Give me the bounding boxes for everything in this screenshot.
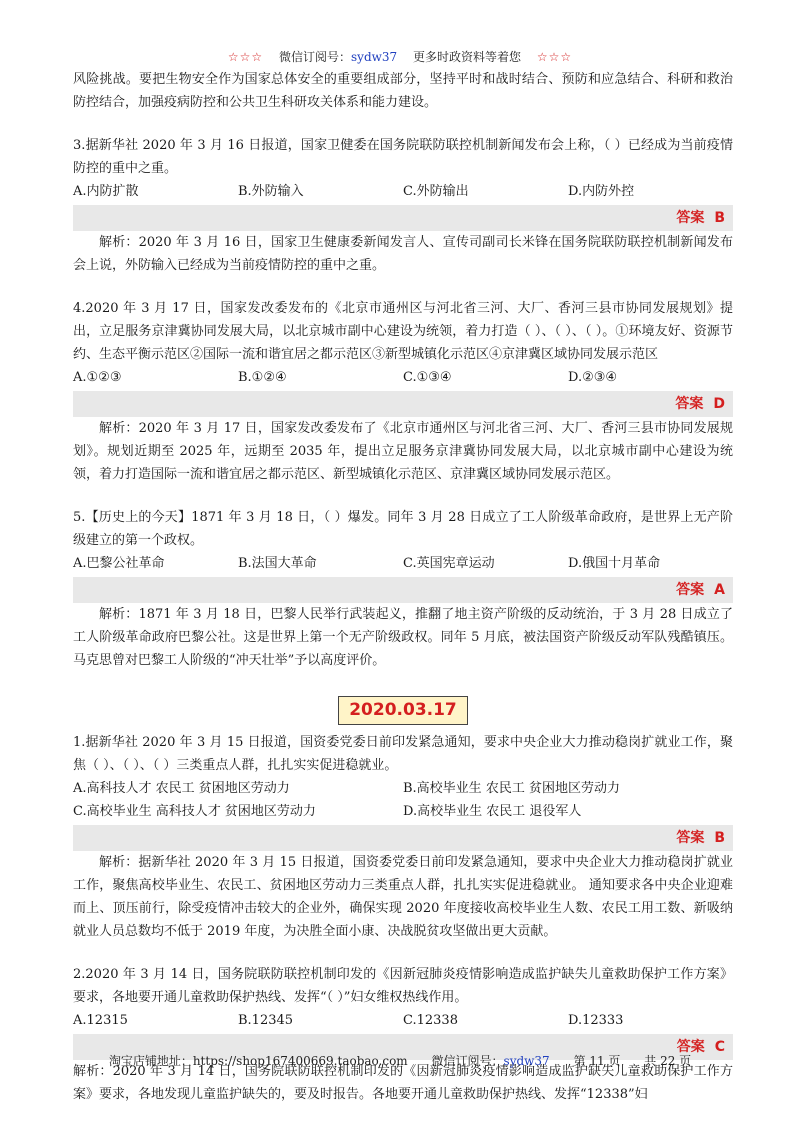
explanation: 解析：1871 年 3 月 18 日，巴黎人民举行武装起义，推翻了地主资产阶级的反动统治，于 3 月 28 日成立了工人阶级革命政府巴黎公社。这是世界上第一个无产阶级政权。同年 5 月底，被法国资产阶级反动军队残酷镇压。马克思曾对巴黎工人阶级的“冲天壮举”予以高度评价。 xyxy=(73,607,733,668)
options xyxy=(73,366,733,389)
option-d: D.②③④ xyxy=(568,370,618,385)
page-header xyxy=(0,48,800,65)
explanation: 解析：据新华社 2020 年 3 月 15 日报道，国资委党委日前印发紧急通知，要求中央企业大力推动稳岗扩就业工作，聚焦高校毕业生、农民工、贫困地区劳动力三类重点人群，扎扎实实促进稳就业。 通知要求各中央企业迎难而上、顶压前行，除受疫情冲击较大的企业外，确保实现 2020 年度接收高校毕业生人数、农民工用工数、新吸纳就业人员总数均不低于 2019 年度，为决胜全面小康、决战脱贫攻坚做出更大贡献。 xyxy=(73,855,733,939)
footer-shop-label: 淘宝店铺地址： xyxy=(108,1054,193,1068)
option-c: C.外防输出 xyxy=(403,184,469,199)
question-stem: 1.据新华社 2020 年 3 月 15 日报道，国资委党委日前印发紧急通知，要求中央企业大力推动稳岗扩就业工作，聚焦（ ）、（ ）、（ ）三类重点人群，扎扎实实促进稳就业。 xyxy=(73,735,733,773)
option-a: A.巴黎公社革命 xyxy=(73,556,165,571)
answer-bar xyxy=(73,205,733,231)
option-b: B.外防输入 xyxy=(238,184,304,199)
answer-label: 答案 xyxy=(676,210,705,226)
answer-label: 答案 xyxy=(676,830,705,846)
question-stem: 3.据新华社 2020 年 3 月 16 日报道，国家卫健委在国务院联防联控机制新闻发布会上称，（ ）已经成为当前疫情防控的重中之重。 xyxy=(73,138,733,176)
header-wechat-id: sydw37 xyxy=(351,50,398,64)
date-heading: 2020.03.17 xyxy=(338,696,468,725)
date-heading-wrap xyxy=(73,696,733,725)
options xyxy=(73,180,733,203)
question-3 xyxy=(73,134,733,277)
page-footer xyxy=(0,1052,800,1069)
option-d: D.俄国十月革命 xyxy=(568,556,661,571)
question-5 xyxy=(73,506,733,672)
footer-wechat-id: sydw37 xyxy=(503,1054,550,1068)
answer-bar xyxy=(73,391,733,417)
answer-bar xyxy=(73,577,733,603)
explanation: 解析：2020 年 3 月 17 日，国家发改委发布了《北京市通州区与河北省三河、大厂、香河三县市协同发展规划》。规划近期至 2025 年，远期至 2035 年，提出立足服务京津冀协同发展大局，以北京城市副中心建设为统领，着力打造国际一流和谐宜居之都示范区、新型城镇化示范区、京津冀区域协同发展示范区。 xyxy=(73,421,733,482)
question-stem: 5.【历史上的今天】1871 年 3 月 18 日，（ ）爆发。同年 3 月 28 日成立了工人阶级革命政府，是世界上无产阶级建立的第一个政权。 xyxy=(73,510,733,548)
answer-value: B xyxy=(714,210,725,226)
option-c: C.高校毕业生 高科技人才 贫困地区劳动力 xyxy=(73,804,316,819)
answer-label: 答案 xyxy=(675,396,704,412)
stars-right: ☆☆☆ xyxy=(536,50,573,64)
question-d2-2 xyxy=(73,963,733,1106)
page-content xyxy=(73,68,733,1106)
answer-value: B xyxy=(714,830,725,846)
option-d: D.高校毕业生 农民工 退役军人 xyxy=(403,804,582,819)
options xyxy=(73,1009,733,1032)
intro-text: 风险挑战。要把生物安全作为国家总体安全的重要组成部分，坚持平时和战时结合、预防和应急结合、科研和救治防控结合，加强疫病防控和公共卫生科研攻关体系和能力建设。 xyxy=(73,72,733,110)
footer-shop-url[interactable]: https://shop167400669.taobao.com xyxy=(192,1054,408,1068)
header-wechat xyxy=(279,50,397,64)
option-c: C.英国宪章运动 xyxy=(403,556,495,571)
answer-value: C xyxy=(714,1039,725,1055)
option-c: C.12338 xyxy=(403,1013,458,1028)
question-d2-1 xyxy=(73,731,733,943)
option-b: B.高校毕业生 农民工 贫困地区劳动力 xyxy=(403,781,620,796)
answer-value: A xyxy=(714,582,725,598)
option-a: A.①②③ xyxy=(73,370,122,385)
options xyxy=(73,552,733,575)
option-b: B.法国大革命 xyxy=(238,556,317,571)
option-c: C.①③④ xyxy=(403,370,452,385)
footer-shop xyxy=(109,1054,408,1068)
answer-value: D xyxy=(713,396,725,412)
option-a: A.内防扩散 xyxy=(73,184,139,199)
explanation: 解析：2020 年 3 月 14 日，国务院联防联控机制印发的《因新冠肺炎疫情影响造成监护缺失儿童救助保护工作方案》要求，各地发现儿童监护缺失的，要及时报告。各地要开通儿童救助保护热线、发挥“12338”妇 xyxy=(73,1064,733,1102)
option-d: D.内防外控 xyxy=(568,184,635,199)
option-d: D.12333 xyxy=(568,1013,624,1028)
answer-bar xyxy=(73,825,733,851)
options xyxy=(73,777,733,823)
option-b: B.①②④ xyxy=(238,370,287,385)
header-wechat-label: 微信订阅号： xyxy=(278,50,351,64)
footer-wechat xyxy=(432,1054,550,1068)
page-number: 第 11 页 xyxy=(573,1054,621,1068)
question-stem: 4.2020 年 3 月 17 日，国家发改委发布的《北京市通州区与河北省三河、大厂、香河三县市协同发展规划》提出，立足服务京津冀协同发展大局，以北京城市副中心建设为统领，着力打造（ ）、（ ）、（ ）。①环境友好、资源节约、生态平衡示范区②国际一流和谐宜居之都示范区③新型城镇化示范区④京津冀区域协同发展示范区 xyxy=(73,301,733,362)
footer-wechat-label: 微信订阅号： xyxy=(431,1054,504,1068)
header-tagline: 更多时政资料等着您 xyxy=(413,50,522,64)
page-total: 共 22 页 xyxy=(644,1054,692,1068)
answer-label: 答案 xyxy=(676,582,705,598)
stars-left: ☆☆☆ xyxy=(227,50,264,64)
answer-label: 答案 xyxy=(676,1039,705,1055)
option-a: A.12315 xyxy=(73,1013,128,1028)
option-a: A.高科技人才 农民工 贫困地区劳动力 xyxy=(73,781,290,796)
option-b: B.12345 xyxy=(238,1013,294,1028)
explanation: 解析：2020 年 3 月 16 日，国家卫生健康委新闻发言人、宣传司副司长米锋在国务院联防联控机制新闻发布会上说，外防输入已经成为当前疫情防控的重中之重。 xyxy=(73,235,733,273)
question-4 xyxy=(73,297,733,486)
question-stem: 2.2020 年 3 月 14 日，国务院联防联控机制印发的《因新冠肺炎疫情影响造成监护缺失儿童救助保护工作方案》要求，各地要开通儿童救助保护热线、发挥“（ ）”妇女维权热线作用。 xyxy=(73,967,733,1005)
